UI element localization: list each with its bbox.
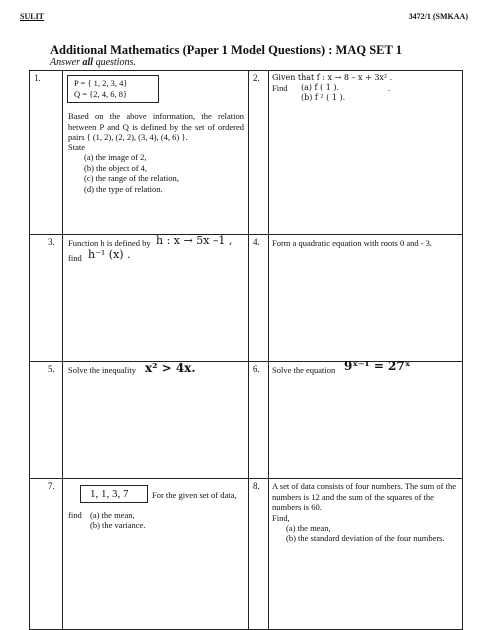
q6-expression: 9ˣ⁻¹ = 27ˣ bbox=[344, 359, 411, 373]
grid-line bbox=[62, 71, 63, 629]
q6-stem: Solve the equation bbox=[272, 365, 336, 375]
q7-for-set: For the given set of data, bbox=[152, 490, 237, 500]
q1-state: State bbox=[68, 142, 85, 152]
q7-data-set: 1, 1, 3, 7 bbox=[90, 488, 129, 500]
q8-part-a: (a) the mean, bbox=[286, 523, 331, 533]
grid-line bbox=[248, 71, 249, 629]
q1-part-d: (d) the type of relation. bbox=[84, 183, 163, 194]
grid-line bbox=[30, 478, 462, 479]
q3-inverse: h⁻¹ (x) . bbox=[88, 248, 131, 261]
q7-part-b: (b) the variance. bbox=[90, 520, 146, 530]
grid-line bbox=[30, 234, 462, 235]
q6-number: 6. bbox=[253, 364, 260, 374]
q5-expression: x² > 4x. bbox=[145, 361, 196, 375]
q3-find: find bbox=[68, 253, 82, 263]
q1-parts bbox=[84, 152, 244, 194]
q7-part-a: (a) the mean, bbox=[90, 510, 135, 520]
q4-number: 4. bbox=[253, 237, 260, 247]
q2-part-a: (a) f ( 1 ). bbox=[301, 83, 340, 92]
instruction-post: questions. bbox=[93, 57, 136, 68]
q4-stem: Form a quadratic equation with roots 0 and - 3. bbox=[272, 238, 433, 248]
q2-find: Find bbox=[272, 83, 288, 93]
q1-sets-box bbox=[67, 75, 159, 103]
q1-part-c: (c) the range of the relation, bbox=[84, 173, 179, 183]
q7-number: 7. bbox=[48, 481, 55, 491]
q2-dot: . bbox=[388, 83, 391, 93]
instruction-pre: Answer bbox=[50, 57, 83, 68]
q5-number: 5. bbox=[48, 364, 55, 374]
q2-number: 2. bbox=[253, 73, 260, 83]
q8-stem: A set of data consists of four numbers. The sum of the numbers is 12 and the sum of the squares of the numbers is 60. bbox=[272, 481, 456, 512]
q1-part-a: (a) the image of 2, bbox=[84, 152, 147, 162]
q5-stem: Solve the inequality bbox=[68, 365, 136, 375]
instruction-bold: all bbox=[82, 57, 94, 68]
q2-part-b: (b) f ² ( 1 ). bbox=[301, 93, 346, 102]
q3-number: 3. bbox=[48, 237, 55, 247]
page-title: Additional Mathematics (Paper 1 Model Questions) : MAQ SET 1 bbox=[50, 43, 402, 57]
q1-set-p: P = { 1, 2, 3, 4} bbox=[74, 78, 128, 88]
q1-part-b: (b) the object of 4, bbox=[84, 162, 148, 173]
q1-number: 1. bbox=[34, 73, 41, 83]
q3-function: h : x → 5x –1 , bbox=[156, 234, 233, 247]
q3-stem: Function h is defined by bbox=[68, 238, 151, 248]
grid-line bbox=[268, 71, 269, 629]
header-sulit: SULIT bbox=[20, 12, 45, 21]
header-paper-code: 3472/1 (SMKAA) bbox=[408, 12, 468, 21]
q8-number: 8. bbox=[253, 481, 260, 491]
q8-find: Find, bbox=[272, 513, 290, 523]
q1-set-q: Q = {2, 4, 6, 8} bbox=[74, 89, 128, 99]
instruction bbox=[50, 57, 136, 68]
q8-part-b: (b) the standard deviation of the four numbers. bbox=[286, 533, 445, 543]
q1-stem: Based on the above information, the relation between P and Q is defined by the set of ordered pairs { (1, 2), (2, 2), (3, 4), (4, 6) }. bbox=[68, 111, 244, 142]
q7-data-box bbox=[80, 485, 148, 503]
q2-given: Given that f : x → 8 – x + 3x² . bbox=[272, 73, 393, 82]
q7-find: find bbox=[68, 510, 82, 520]
question-grid bbox=[29, 70, 463, 630]
